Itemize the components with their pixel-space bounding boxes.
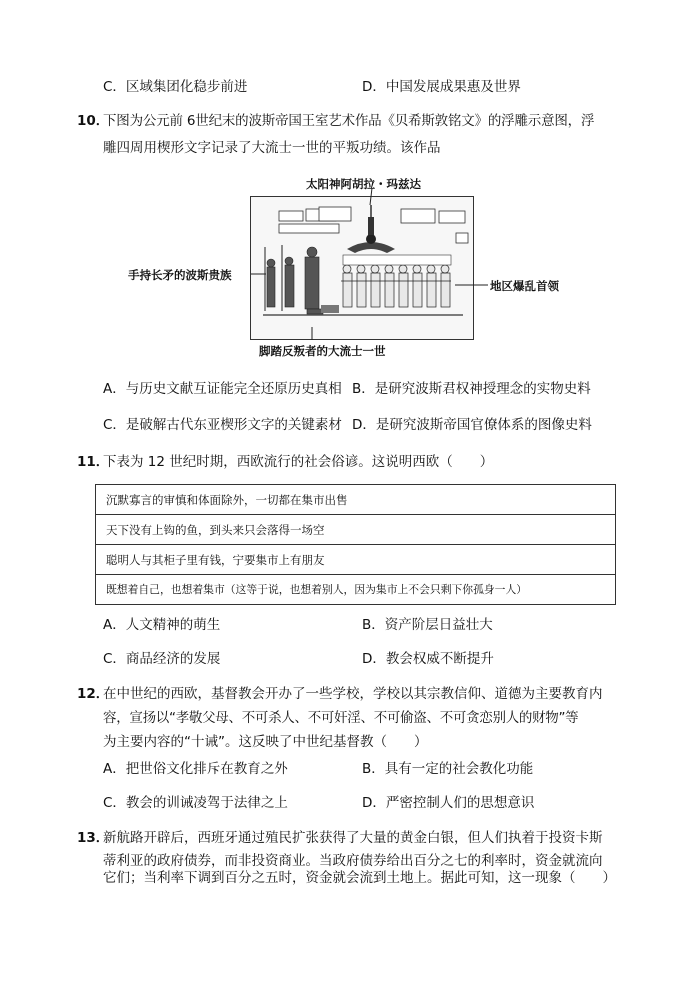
q11-option-a: A．人文精神的萌生: [103, 617, 221, 633]
figure-label-sun-god: 太阳神阿胡拉・玛兹达: [306, 177, 421, 191]
q11-option-d: D．教会权威不断提升: [362, 651, 494, 667]
q10-option-c: C．是破解古代东亚楔形文字的关键素材: [103, 417, 342, 433]
table-row: [96, 515, 616, 545]
q11-option-b: B．资产阶层日益壮大: [362, 617, 493, 633]
q13-stem-line2: 蒂利亚的政府债券，而非投资商业。当政府债券给出百分之七的利率时，资金就流向: [103, 853, 603, 869]
proverb-cell: 天下没有上钩的鱼，到头来只会落得一场空: [96, 515, 616, 545]
proverb-cell: 聪明人与其柜子里有钱，宁要集市上有朋友: [96, 545, 616, 575]
figure-label-darius: 脚踏反叛者的大流士一世: [259, 344, 386, 358]
figure-label-nobles: 手持长矛的波斯贵族: [128, 268, 232, 282]
q10-option-b: B．是研究波斯君权神授理念的实物史料: [352, 381, 591, 397]
q12-option-d: D．严密控制人们的思想意识: [362, 795, 535, 811]
table-row: [96, 575, 616, 605]
proverb-table: [95, 484, 616, 605]
q12-number: 12．: [77, 686, 110, 702]
q13-stem-line1: 新航路开辟后，西班牙通过殖民扩张获得了大量的黄金白银，但人们执着于投资卡斯: [103, 830, 603, 846]
q12-option-c: C．教会的训诫凌驾于法律之上: [103, 795, 288, 811]
figure-label-rebel-leaders: 地区爆乱首领: [490, 279, 559, 293]
q10-option-d: D．是研究波斯帝国官僚体系的图像史料: [352, 417, 592, 433]
q11-option-c: C．商品经济的发展: [103, 651, 221, 667]
q12-option-b: B．具有一定的社会教化功能: [362, 761, 534, 777]
table-row: [96, 545, 616, 575]
q10-stem-line1: 下图为公元前 6世纪末的波斯帝国王室艺术作品《贝希斯敦铭文》的浮雕示意图，浮: [103, 113, 595, 129]
q12-stem-line2: 容，宣扬以“孝敬父母、不可杀人、不可奸淫、不可偷盗、不可贪恋别人的财物”等: [103, 710, 579, 726]
q12-stem-line3: 为主要内容的“十诫”。这反映了中世纪基督教（ ）: [103, 734, 428, 750]
q9-option-d: D．中国发展成果惠及世界: [362, 79, 521, 95]
q10-option-a: A．与历史文献互证能完全还原历史真相: [103, 381, 342, 397]
proverb-cell: 沉默寡言的审慎和体面除外，一切都在集市出售: [96, 485, 616, 515]
q12-stem-line1: 在中世纪的西欧，基督教会开办了一些学校，学校以其宗教信仰、道德为主要教育内: [103, 686, 603, 702]
table-row: [96, 485, 616, 515]
q10-number: 10．: [77, 113, 110, 129]
q11-stem: 下表为 12 世纪时期，西欧流行的社会俗谚。这说明西欧（ ）: [103, 454, 494, 470]
q13-number: 13．: [77, 830, 110, 846]
q9-option-c: C．区域集团化稳步前进: [103, 79, 248, 95]
q10-stem-line2: 雕四周用楔形文字记录了大流士一世的平叛功绩。该作品: [103, 140, 441, 156]
q11-number: 11．: [77, 454, 110, 470]
q12-option-a: A．把世俗文化排斥在教育之外: [103, 761, 288, 777]
q13-stem-line3: 它们；当利率下调到百分之五时，资金就会流到土地上。据此可知，这一现象（ ）: [103, 870, 616, 886]
proverb-cell: 既想着自己，也想着集市（这等于说，也想着别人，因为集市上不会只剩下你孤身一人）: [96, 575, 616, 605]
